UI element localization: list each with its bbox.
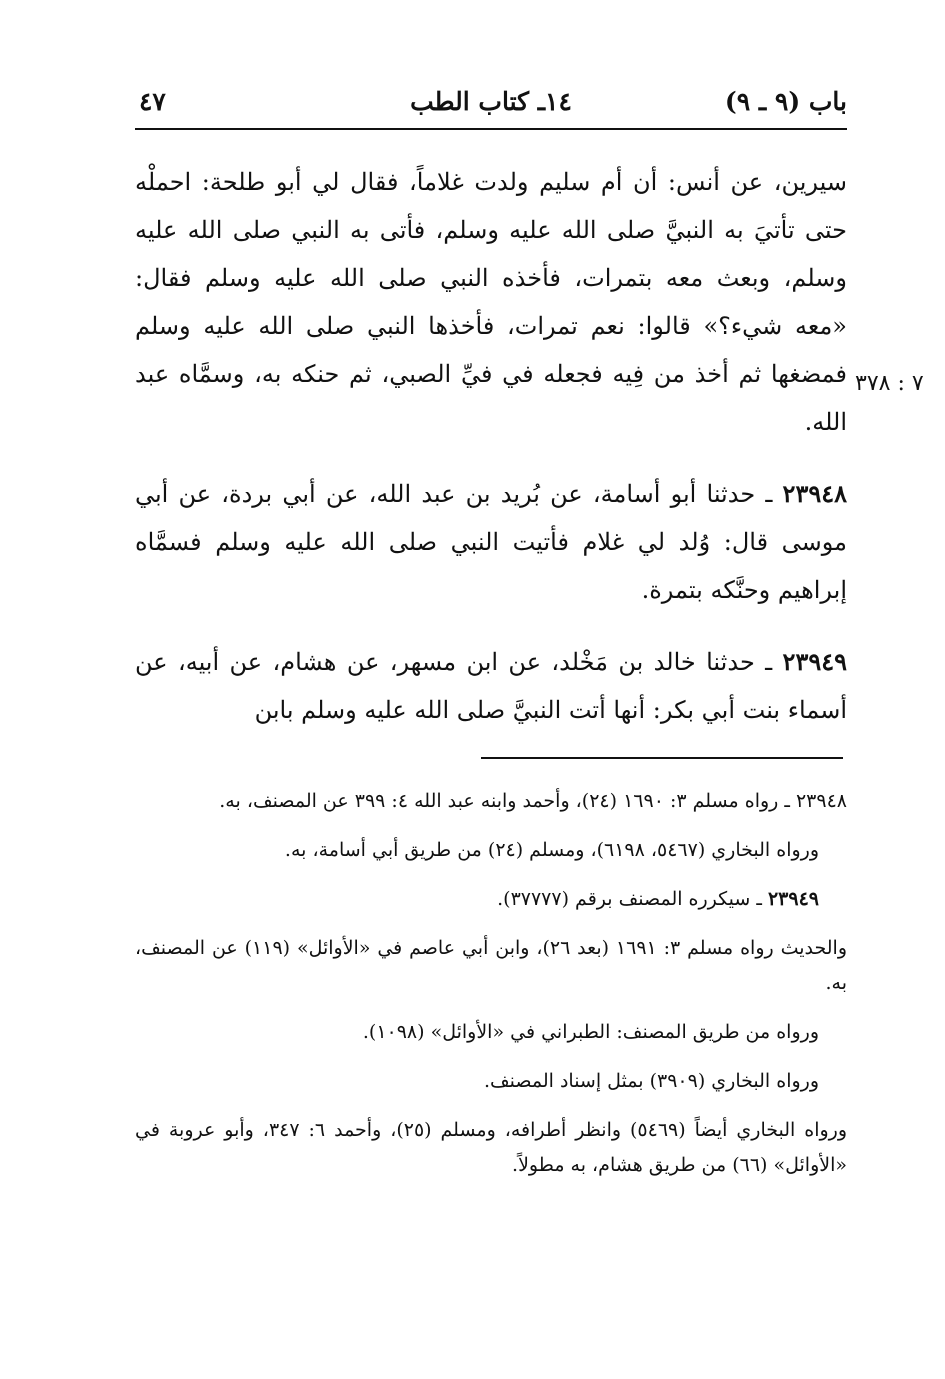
hadith-23949 — [135, 638, 847, 734]
hadith-number: ٢٣٩٤٩ — [782, 647, 847, 676]
footnote-number: ٢٣٩٤٩ — [767, 888, 819, 910]
footnotes — [135, 784, 847, 1197]
page-header — [135, 84, 847, 124]
margin-reference: ٧ : ٣٧٨ — [855, 371, 924, 396]
footnote-line: ورواه من طريق المصنف: الطبراني في «الأوائل» (١٠٩٨). — [362, 1021, 819, 1043]
footnote-line: ورواه البخاري (٣٩٠٩) بمثل إسناد المصنف. — [483, 1070, 819, 1092]
paragraph-continued: سيرين، عن أنس: أن أم سليم ولدت غلاماً، فقال لي أبو طلحة: احملْه حتى تأتيَ به النبيَّ صلى الله عليه وسلم، فأتى به النبي صلى الله عليه وسلم، وبعث معه بتمرات، فأخذه النبي صلى الله عليه وسلم فقال: «معه شيء؟» قالوا: نعم تمرات، فأخذها النبي صلى الله عليه وسلم فمضغها ثم أخذ من فِيه فجعله في فيِّ الصبي، ثم حنكه به، وسمَّاه عبد الله. — [135, 168, 847, 436]
hadith-23948 — [135, 470, 847, 614]
book-title: ١٤ـ كتاب الطب — [410, 87, 572, 116]
footnote-divider — [481, 757, 843, 759]
footnote-line: ورواه البخاري أيضاً (٥٤٦٩) وانظر أطرافه، ومسلم (٢٥)، وأحمد ٦: ٣٤٧، وأبو عروبة في «الأوائل» (٦٦) من طريق هشام، به مطولاً. — [135, 1119, 848, 1176]
footnote-line: والحديث رواه مسلم ٣: ١٦٩١ (بعد ٢٦)، وابن أبي عاصم في «الأوائل» (١١٩) عن المصنف، به. — [135, 937, 847, 994]
main-text — [135, 158, 847, 734]
footnote-23948: ٢٣٩٤٨ ـ رواه مسلم ٣: ١٦٩٠ (٢٤)، وأحمد وابنه عبد الله ٤: ٣٩٩ عن المصنف، به. — [219, 790, 847, 812]
footnote-text: ـ سيكرره المصنف برقم (٣٧٧٧٧). — [497, 888, 762, 910]
page-number: ٤٧ — [139, 87, 166, 116]
footnote-line: ورواه البخاري (٥٤٦٧، ٦١٩٨)، ومسلم (٢٤) من طريق أبي أسامة، به. — [284, 839, 819, 861]
chapter-reference: باب (٩ ـ ٩) — [724, 87, 847, 116]
hadith-text: ـ حدثنا أبو أسامة، عن بُريد بن عبد الله، عن أبي بردة، عن أبي موسى قال: وُلد لي غلام فأتيت النبي صلى الله عليه وسلم فسمَّاه إبراهيم وحنَّكه بتمرة. — [135, 480, 848, 604]
hadith-number: ٢٣٩٤٨ — [782, 479, 847, 508]
footnote-23949 — [135, 882, 847, 917]
header-divider — [135, 128, 847, 130]
hadith-text: ـ حدثنا خالد بن مَخْلد، عن ابن مسهر، عن هشام، عن أبيه، عن أسماء بنت أبي بكر: أنها أتت النبيَّ صلى الله عليه وسلم بابن — [135, 648, 847, 724]
